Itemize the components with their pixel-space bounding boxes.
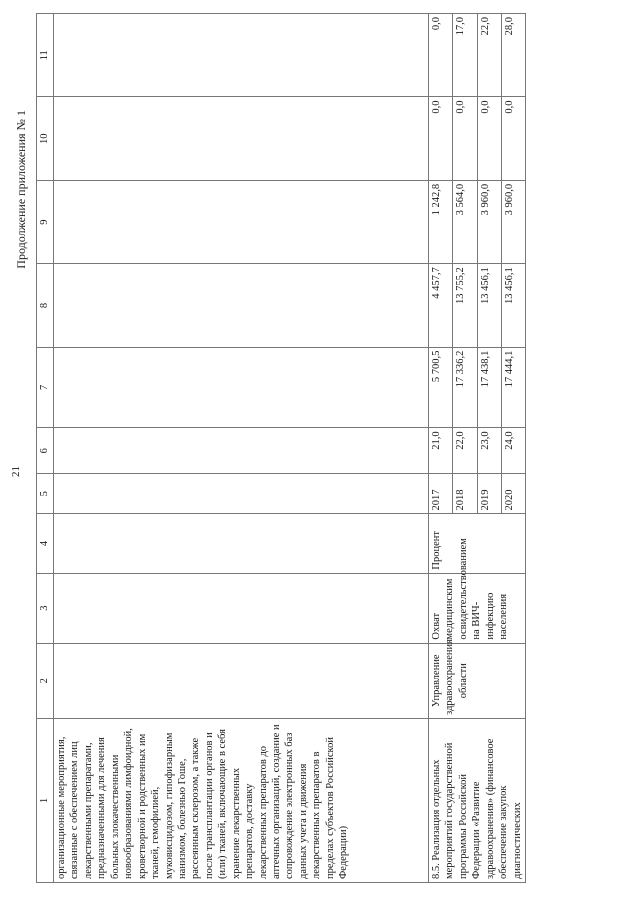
program-table — [36, 13, 526, 883]
continuation-text: организационные мероприятия, связанные с обеспечением лиц лекарственными препаратами, предназначенными для лечения больных злокачественными новообразованиями лимфоидной, кроветворной и родственных им тканей, гемофилией, муковисцидозом, гипофизарным нанизмом, болезнью Гоше, рассеянным склерозом, а также после трансплантации органов и (или) тканей, включающие в себя хранение лекарственных препаратов, доставку лекарственных препаратов до аптечных организаций, создание и сопровождение электронных баз данных учета и движения лекарственных препаратов в пределах субъектов Российской Федерации) — [54, 718, 429, 882]
value-cell: 24,0 — [501, 428, 525, 474]
value-cell: 13 456,1 — [501, 264, 525, 347]
value-cell: 0,0 — [429, 14, 453, 97]
year-cell: 2020 — [501, 474, 525, 514]
continuation-row — [54, 14, 429, 883]
column-number: 10 — [37, 97, 54, 180]
activity-cell: 8.5. Реализация отдельных мероприятий государственной программы Российской Федерации «Развитие здравоохранения» (финансовое обеспечение закупок диагностических — [429, 718, 526, 882]
value-cell: 23,0 — [477, 428, 501, 474]
value-cell: 17 438,1 — [477, 347, 501, 428]
value-cell: 17 336,2 — [453, 347, 477, 428]
column-number: 2 — [37, 643, 54, 718]
page-number: 21 — [10, 466, 22, 477]
value-cell: 13 456,1 — [477, 264, 501, 347]
column-number: 3 — [37, 573, 54, 643]
executor-cell: Управление здравоохранения области — [429, 643, 526, 718]
indicator-cell: Охват медицинским освидетельствованием на ВИЧ-инфекцию населения — [429, 573, 526, 643]
value-cell: 22,0 — [477, 14, 501, 97]
value-cell: 1 242,8 — [429, 180, 453, 263]
year-cell: 2018 — [453, 474, 477, 514]
column-number-row — [37, 14, 54, 883]
unit-cell: Процент — [429, 514, 526, 573]
column-number: 4 — [37, 514, 54, 573]
value-cell: 4 457,7 — [429, 264, 453, 347]
value-cell: 5 700,5 — [429, 347, 453, 428]
year-cell: 2019 — [477, 474, 501, 514]
column-number: 1 — [37, 718, 54, 882]
value-cell: 21,0 — [429, 428, 453, 474]
year-cell: 2017 — [429, 474, 453, 514]
value-cell: 0,0 — [501, 97, 525, 180]
value-cell: 22,0 — [453, 428, 477, 474]
column-number: 11 — [37, 14, 54, 97]
value-cell: 17 444,1 — [501, 347, 525, 428]
value-cell: 0,0 — [477, 97, 501, 180]
value-cell: 0,0 — [453, 97, 477, 180]
value-cell: 0,0 — [429, 97, 453, 180]
column-number: 6 — [37, 428, 54, 474]
table-row — [429, 14, 453, 883]
value-cell: 3 960,0 — [477, 180, 501, 263]
value-cell: 28,0 — [501, 14, 525, 97]
value-cell: 3 960,0 — [501, 180, 525, 263]
column-number: 8 — [37, 264, 54, 347]
value-cell: 17,0 — [453, 14, 477, 97]
column-number: 9 — [37, 180, 54, 263]
value-cell: 3 564,0 — [453, 180, 477, 263]
column-number: 5 — [37, 474, 54, 514]
appendix-note: Продолжение приложения № 1 — [14, 110, 28, 269]
value-cell: 13 755,2 — [453, 264, 477, 347]
column-number: 7 — [37, 347, 54, 428]
